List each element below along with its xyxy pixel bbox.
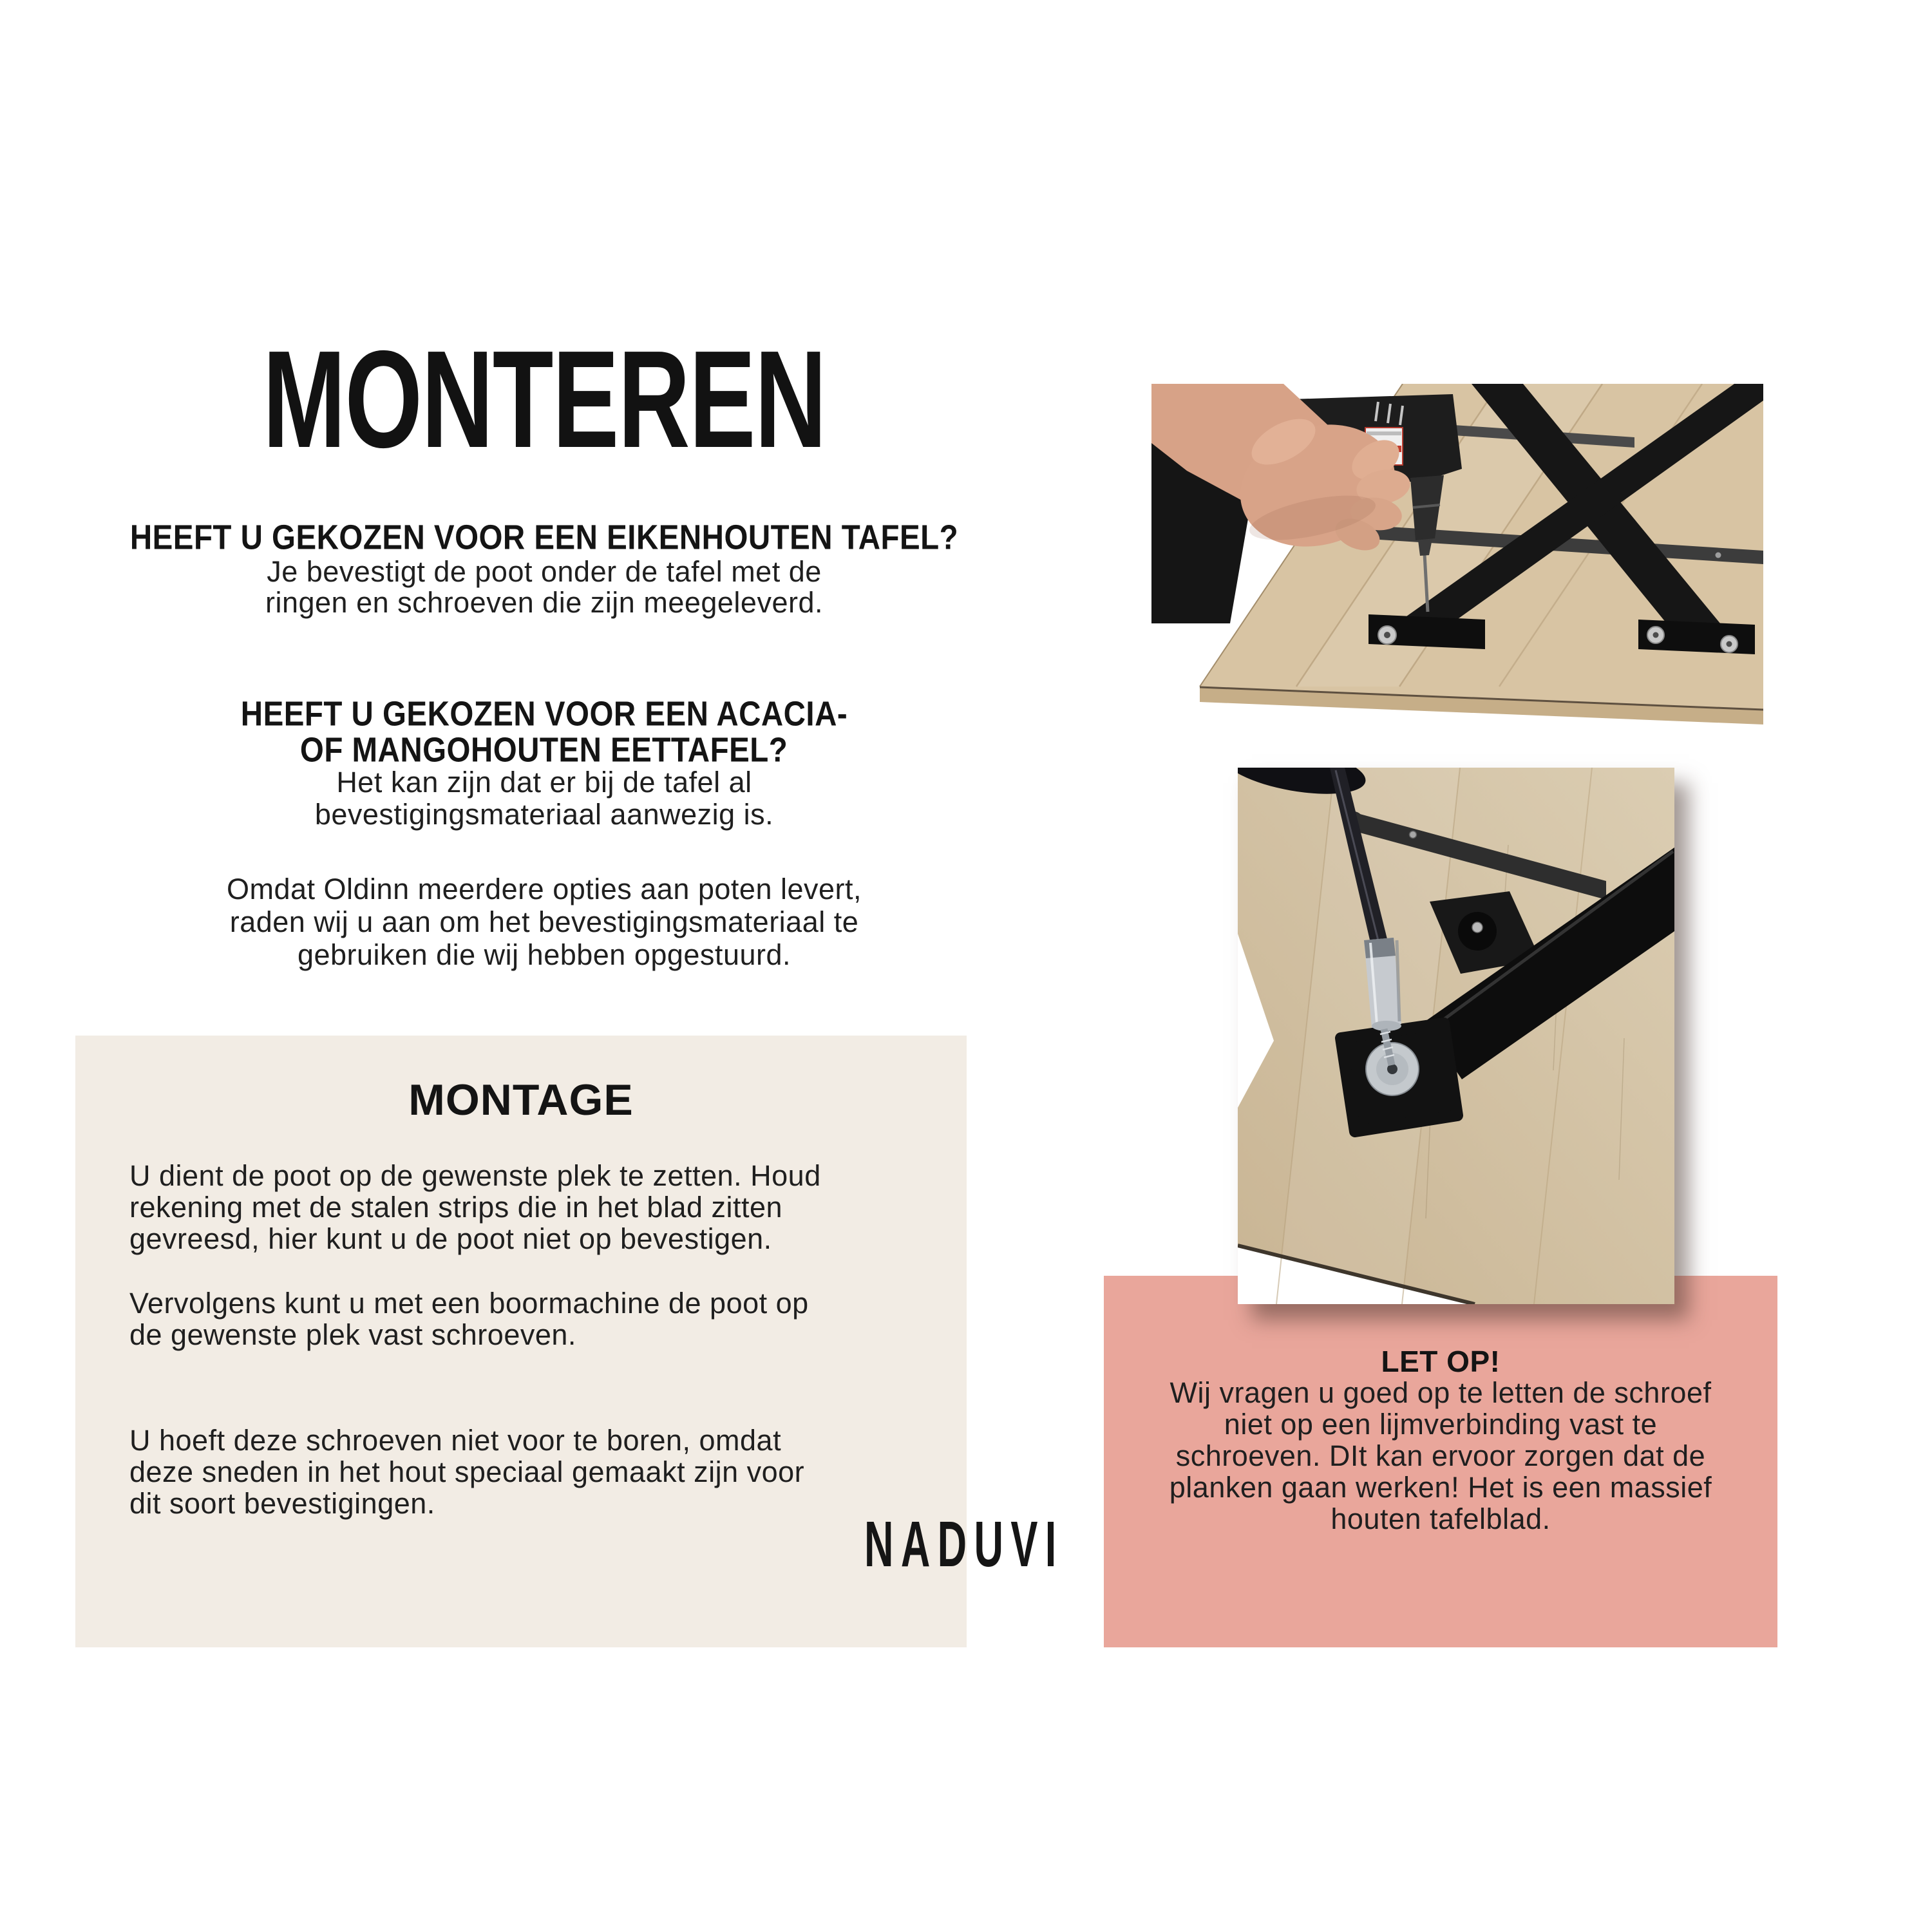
text-line: raden wij u aan om het bevestigingsmateriaal te bbox=[229, 905, 859, 938]
text-line: Omdat Oldinn meerdere opties aan poten levert, bbox=[226, 873, 862, 905]
section2-paragraph bbox=[64, 766, 1024, 831]
foot-plate bbox=[1341, 1023, 1457, 1132]
text-line: Het kan zijn dat er bij de tafel al bbox=[336, 766, 752, 799]
warning-box bbox=[1104, 1276, 1777, 1647]
naduvi-logo: NADUVI bbox=[864, 1508, 1064, 1580]
photo-screwdriver-closeup bbox=[1238, 768, 1674, 1304]
section2-heading: HEEFT U GEKOZEN VOOR EEN ACACIA- OF MANGOHOUTEN EETTAFEL? bbox=[240, 694, 848, 770]
text-line: gevreesd, hier kunt u de poot niet op bevestigen. bbox=[129, 1222, 772, 1255]
text-line: ringen en schroeven die zijn meegeleverd. bbox=[265, 586, 823, 619]
photo-drill-mounting bbox=[1151, 384, 1763, 728]
text-line: niet op een lijmverbinding vast te bbox=[1224, 1408, 1658, 1441]
montage-paragraph-1 bbox=[129, 1160, 934, 1255]
warning-paragraph bbox=[1117, 1377, 1765, 1535]
page-title bbox=[64, 321, 1024, 477]
text-line: bevestigingsmateriaal aanwezig is. bbox=[314, 798, 774, 831]
text-line: de gewenste plek vast schroeven. bbox=[129, 1318, 576, 1351]
section3-paragraph bbox=[45, 873, 1043, 971]
montage-paragraph-2 bbox=[129, 1287, 934, 1350]
text-line: dit soort bevestigingen. bbox=[129, 1487, 435, 1520]
text-line: planken gaan werken! Het is een massief bbox=[1169, 1471, 1712, 1504]
text-line: Je bevestigt de poot onder de tafel met de bbox=[267, 555, 822, 588]
photo-drill-illustration bbox=[1151, 384, 1763, 728]
text-line: U hoeft deze schroeven niet voor te boren, omdat bbox=[129, 1424, 782, 1457]
photo-screwdriver-illustration bbox=[1238, 768, 1674, 1304]
montage-box bbox=[75, 1036, 967, 1647]
montage-paragraph-3 bbox=[129, 1425, 934, 1519]
text-line: schroeven. DIt kan ervoor zorgen dat de bbox=[1175, 1439, 1706, 1472]
text-line: rekening met de stalen strips die in het blad zitten bbox=[129, 1191, 783, 1224]
page-title-text: MONTEREN bbox=[262, 321, 826, 477]
montage-heading: MONTAGE bbox=[408, 1075, 634, 1124]
text-line: deze sneden in het hout speciaal gemaakt zijn voor bbox=[129, 1455, 805, 1488]
section1-heading: HEEFT U GEKOZEN VOOR EEN EIKENHOUTEN TAFEL? bbox=[129, 517, 959, 557]
text-line: gebruiken die wij hebben opgestuurd. bbox=[297, 938, 791, 971]
text-line: houten tafelblad. bbox=[1331, 1502, 1551, 1535]
text-line: Vervolgens kunt u met een boormachine de poot op bbox=[129, 1287, 809, 1320]
section1-paragraph bbox=[64, 556, 1024, 618]
text-line: U dient de poot op de gewenste plek te zetten. Houd bbox=[129, 1159, 821, 1192]
text-line: Wij vragen u goed op te letten de schroef bbox=[1170, 1376, 1712, 1409]
warning-heading: LET OP! bbox=[1381, 1345, 1501, 1378]
